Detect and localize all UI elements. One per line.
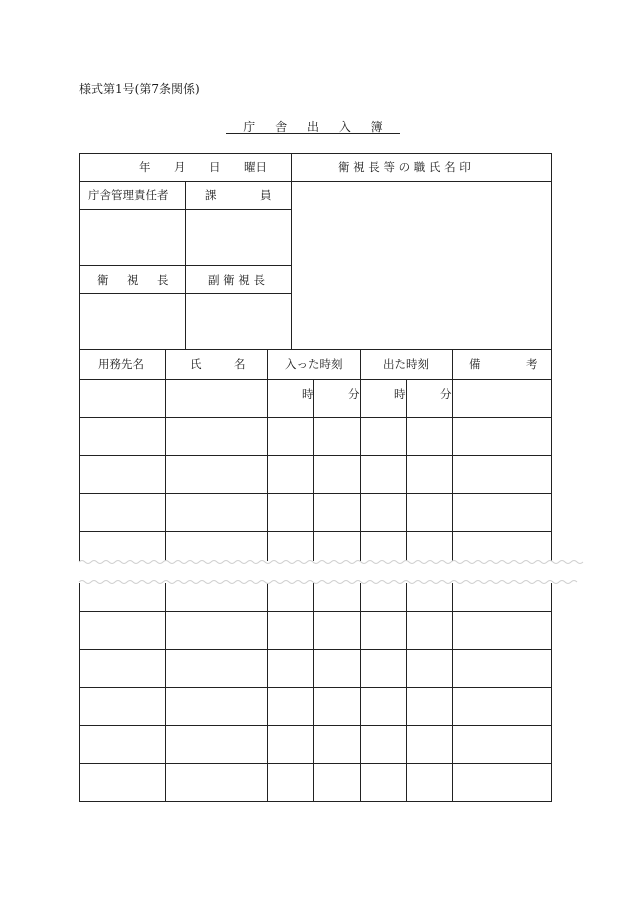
chief-guard-char: 視 — [127, 273, 139, 287]
weekday-label: 曜日 — [244, 160, 267, 174]
column-exit-time: 出た時刻 — [383, 357, 429, 371]
section-staff-label-1: 課 — [205, 188, 217, 202]
section-staff-label-2: 員 — [260, 188, 272, 202]
exit-hour-unit: 時 — [394, 387, 406, 401]
title-char: 庁 — [243, 120, 256, 134]
chief-guard-char: 長 — [157, 273, 169, 287]
column-name-char: 名 — [234, 357, 246, 371]
day-label: 日 — [209, 160, 221, 174]
entry-hour-unit: 時 — [302, 387, 314, 401]
guard-signature-header: 衛 視 長 等 の 職 氏 名 印 — [338, 160, 471, 174]
title-char: 入 — [338, 120, 351, 134]
month-label: 月 — [174, 160, 186, 174]
building-manager-label: 庁舎管理責任者 — [88, 188, 169, 202]
column-remarks-char: 考 — [526, 357, 538, 371]
chief-guard-char: 衛 — [97, 273, 109, 287]
deputy-chief-guard-label: 副 衛 視 長 — [208, 273, 265, 287]
form-number-label: 様式第1号(第7条関係) — [79, 82, 200, 96]
column-name-char: 氏 — [190, 357, 202, 371]
entry-minute-unit: 分 — [348, 387, 360, 401]
title-char: 出 — [306, 120, 319, 134]
column-entry-time: 入った時刻 — [285, 357, 343, 371]
exit-minute-unit: 分 — [440, 387, 452, 401]
column-business-destination: 用務先名 — [98, 357, 144, 371]
year-label: 年 — [139, 160, 151, 174]
title-char: 舎 — [275, 120, 288, 134]
column-remarks-char: 備 — [469, 357, 481, 371]
title-char: 簿 — [370, 120, 383, 134]
